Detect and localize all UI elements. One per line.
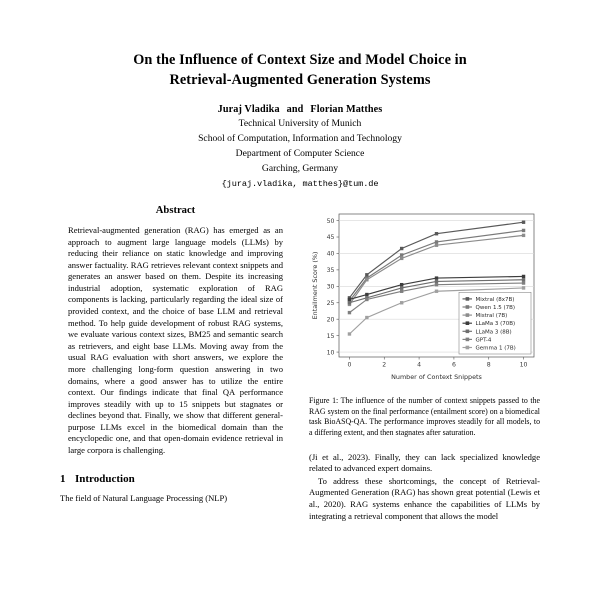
svg-text:2: 2 <box>382 361 387 369</box>
author-name-2: Florian Matthes <box>310 103 383 115</box>
figure-1-caption: Figure 1: The influence of the number of context snippets passed to the RAG system on the final performance (entailment score) on a biomedical task BioASQ-QA. The performance improves steadily for all models, to a differing extent, and then stagnates after saturation. <box>309 396 540 437</box>
svg-text:LLaMa 3 (8B): LLaMa 3 (8B) <box>475 329 512 336</box>
body-columns <box>0 205 600 600</box>
title-block <box>0 0 600 189</box>
affiliation-line-3: Department of Computer Science <box>235 148 365 160</box>
svg-text:8: 8 <box>486 361 491 369</box>
svg-text:Qwen 1.5 (7B): Qwen 1.5 (7B) <box>475 305 516 311</box>
svg-text:10: 10 <box>326 349 335 357</box>
svg-text:30: 30 <box>326 283 335 291</box>
svg-text:40: 40 <box>326 250 335 258</box>
svg-text:6: 6 <box>451 361 456 369</box>
svg-text:20: 20 <box>326 316 335 324</box>
section-number: 1 <box>60 472 66 485</box>
figure-1 <box>309 205 540 439</box>
svg-text:35: 35 <box>326 267 335 275</box>
svg-text:25: 25 <box>326 299 335 307</box>
title-line-2: Retrieval-Augmented Generation Systems <box>169 72 431 89</box>
section-title: Introduction <box>75 472 135 485</box>
abstract-text: Retrieval-augmented generation (RAG) has emerged as an approach to augment large language models (LLMs) by reducing their reliance on static knowledge and improving answer factuality. RAG retrieves relevant context snippets and generates an answer based on them. Despite its increasing industrial adoption, systematic exploration of RAG components is lacking, particularly regarding the ideal size of provided context, and the choice of base LLM and retrieval method. To help guide development of robust RAG systems, we evaluate various context sizes, BM25 and semantic search as retrievers, and eight base LLMs. Moving away from the usual RAG evaluation with short answers, we explore the more challenging long-form question answering in two domains, where a good answer has to utilize the entire context. Our findings indicate that final QA performance improves steadily with up to 15 snippets but stagnates or declines beyond that. Finally, we show that different general-purpose LLMs excel in the biomedical domain than the encyclopedic one, and that open-domain evidence retrieval in large corpora is challenging. <box>68 225 283 455</box>
introduction-heading <box>60 473 291 485</box>
abstract-heading: Abstract <box>155 205 196 216</box>
author-conjunction: and <box>286 103 304 115</box>
svg-text:15: 15 <box>326 332 335 340</box>
title-line-1: On the Influence of Context Size and Model Choice in <box>133 52 467 68</box>
abstract-body <box>60 225 291 457</box>
figure-1-chart <box>309 205 540 387</box>
introduction-paragraph: The field of Natural Language Processing (NLP) <box>60 492 228 503</box>
svg-text:GPT-4: GPT-4 <box>475 337 492 344</box>
left-column <box>60 205 291 600</box>
svg-text:4: 4 <box>417 361 422 369</box>
svg-text:Entailment Score (%): Entailment Score (%) <box>311 251 319 320</box>
author-list <box>72 104 528 115</box>
affiliation-line-2: School of Computation, Information and Technology <box>198 132 402 144</box>
contact-email: {juraj.vladika, matthes}@tum.de <box>221 178 379 189</box>
right-column <box>309 205 540 600</box>
line-chart <box>309 205 540 387</box>
svg-text:0: 0 <box>347 361 352 369</box>
author-name-1: Juraj Vladika <box>217 103 280 115</box>
svg-text:LLaMa 3 (70B): LLaMa 3 (70B) <box>475 321 516 328</box>
svg-text:Gemma 1 (7B): Gemma 1 (7B) <box>475 345 516 352</box>
affiliation-line-1: Technical University of Munich <box>238 117 362 129</box>
right-paragraph-2: To address these shortcomings, the concept of Retrieval-Augmented Generation (RAG) has shown great potential (Lewis et al., 2020). RAG systems enhance the capabilities of LLMs by integrating a retrieval component that allows the model <box>309 475 540 521</box>
svg-text:Number of Context Snippets: Number of Context Snippets <box>391 373 482 381</box>
right-column-text <box>309 452 540 522</box>
svg-text:50: 50 <box>326 217 335 225</box>
svg-text:10: 10 <box>519 361 528 369</box>
svg-text:Mixtral (8x7B): Mixtral (8x7B) <box>475 296 515 303</box>
page-title <box>72 50 528 91</box>
svg-text:45: 45 <box>326 234 335 242</box>
svg-text:Mistral (7B): Mistral (7B) <box>475 313 508 320</box>
affiliation-line-4: Garching, Germany <box>261 163 339 175</box>
right-paragraph-1: (Ji et al., 2023). Finally, they can lack specialized knowledge related to advanced expert domains. <box>309 451 540 474</box>
